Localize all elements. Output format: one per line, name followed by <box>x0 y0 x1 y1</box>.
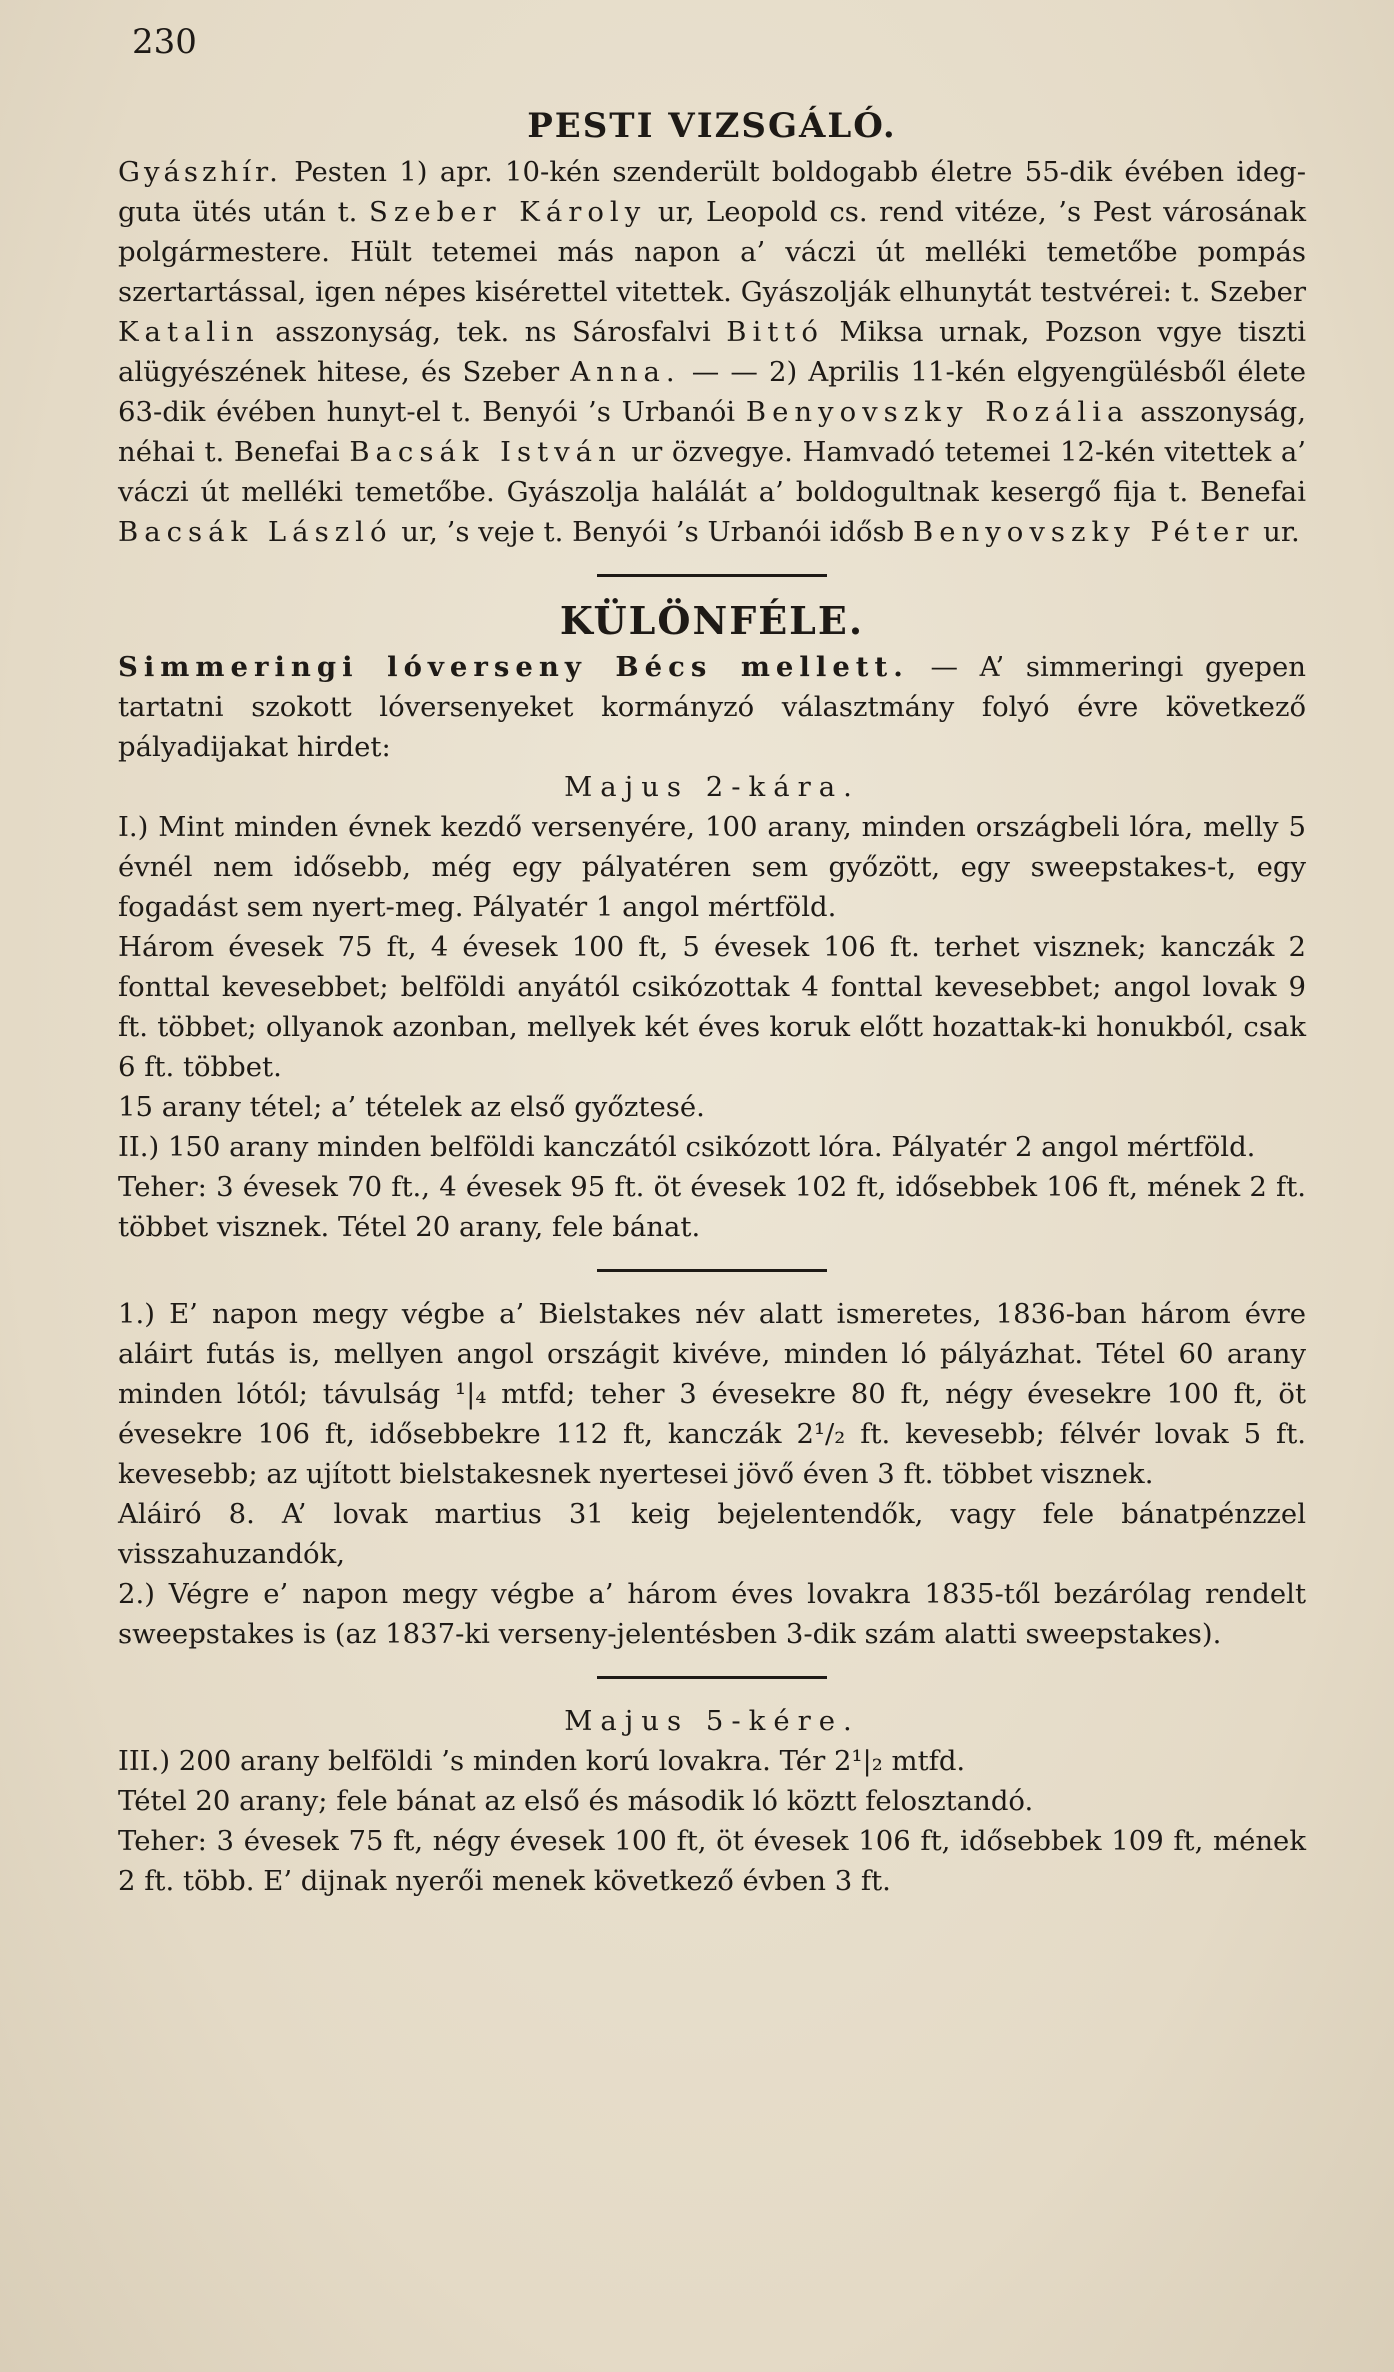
race-3-stake-paragraph: Tétel 20 arany; fele bánat az első és második ló köztt felosztandó. <box>118 1785 1034 1817</box>
race-2-paragraph: II.) 150 arany minden belföldi kanczától csikózott lóra. Pályatér 2 angol mértföld. <box>118 1131 1256 1163</box>
spaced-name: Benyovszky Rozália <box>745 396 1130 428</box>
section-title-pesti-vizsgalo: PESTI VIZSGÁLÓ. <box>527 106 897 146</box>
section-divider <box>597 574 827 577</box>
race-3-paragraph: III.) 200 arany belföldi ’s minden korú lovakra. Tér 2¹|₂ mtfd. <box>118 1745 966 1777</box>
spaced-name: Bittó <box>726 316 824 348</box>
spaced-name: Anna. <box>570 356 681 388</box>
obituary-paragraph: Gyászhír. Pesten 1) apr. 10-kén szenderült boldogabb életre 55-dik évében ideg-guta ütés után t. Szeber Károly ur, Leopold cs. rend vitéze, ’s Pest városának polgármestere. Hült tetemei más napon a’ váczi út melléki temetőbe pompás szertartással, igen népes kisérettel vitettek. Gyászolják elhunytát testvérei: t. Szeber Katalin asszonyság, tek. ns Sárosfalvi Bittó Miksa urnak, Pozson vgye tiszti alügyészének hitese, és Szeber Anna. — — 2) Aprilis 11-kén elgyengülésből élete 63-dik évében hunyt-el t. Benyói ’s Urbanói Benyovszky Rozália asszonyság, néhai t. Benefai Bacsák István ur özvegye. Hamvadó tetemei 12-kén vitettek a’ váczi út melléki temetőbe. Gyászolja halálát a’ boldogultnak kesergő fija t. Benefai Bacsák László ur, ’s veje t. Benyói ’s Urbanói idősb Benyovszky Péter ur. <box>118 156 1307 548</box>
intro-paragraph: Simmeringi lóverseny Bécs mellett. — A’ simmeringi gyepen tartatni szokott lóversenyeket kormányzó választmány folyó évre következő pályadijakat hirdet: <box>118 651 1306 763</box>
heading-may-5: Majus 5-kére. <box>564 1705 860 1737</box>
section-divider <box>597 1676 827 1679</box>
race-1-stake-paragraph: 15 arany tétel; a’ tételek az első győztesé. <box>118 1091 705 1123</box>
race-3-weights-paragraph: Teher: 3 évesek 75 ft, négy évesek 100 ft, öt évesek 106 ft, idősebbek 109 ft, mének 2 ft. több. E’ dijnak nyerői menek következő évben 3 ft. <box>118 1825 1306 1897</box>
race-1-weights-paragraph: Három évesek 75 ft, 4 évesek 100 ft, 5 évesek 106 ft. terhet visznek; kanczák 2 fonttal kevesebbet; belföldi anyától csikózottak 4 fonttal kevesebbet; angol lovak 9 ft. többet; ollyanok azonban, mellyek két éves koruk előtt hozattak-ki honukból, csak 6 ft. többet. <box>118 931 1306 1083</box>
page-content <box>118 96 1306 1901</box>
intro-lead: Simmeringi lóverseny Bécs mellett. <box>118 651 909 683</box>
spaced-name: Bacsák László <box>118 516 393 548</box>
sweepstakes-paragraph: 2.) Végre e’ napon megy végbe a’ három éves lovakra 1835-től bezárólag rendelt sweepstakes is (az 1837-ki verseny-jelentésben 3-dik szám alatti sweepstakes). <box>118 1578 1306 1650</box>
spaced-name: Benyovszky Péter <box>913 516 1255 548</box>
bielstakes-paragraph: 1.) E’ napon megy végbe a’ Bielstakes név alatt ismeretes, 1836-ban három évre aláirt futás is, mellyen angol országit kivéve, minden ló pályázhat. Tétel 60 arany minden lótól; távulság ¹|₄ mtfd; teher 3 évesekre 80 ft, négy évesekre 100 ft, öt évesekre 106 ft, idősebbekre 112 ft, kanczák 2¹/₂ ft. kevesebb; félvér lovak 5 ft. kevesebb; az ujított bielstakesnek nyertesei jövő éven 3 ft. többet visznek. <box>118 1298 1306 1490</box>
race-2-weights-paragraph: Teher: 3 évesek 70 ft., 4 évesek 95 ft. öt évesek 102 ft, idősebbek 106 ft, mének 2 ft. többet visznek. Tétel 20 arany, fele bánat. <box>118 1171 1306 1243</box>
subscribers-paragraph: Aláiró 8. A’ lovak martius 31 keig bejelentendők, vagy fele bánatpénzzel visszahuzandók, <box>118 1498 1306 1570</box>
section-divider <box>597 1269 827 1272</box>
lead-word: Gyászhír. <box>118 156 282 188</box>
race-1-paragraph: I.) Mint minden évnek kezdő versenyére, 100 arany, minden országbeli lóra, melly 5 évnél nem idősebb, még egy pályatéren sem győzött, egy sweepstakes-t, egy fogadást sem nyert-meg. Pályatér 1 angol mértföld. <box>118 811 1306 923</box>
section-title-kulonfele: KÜLÖNFÉLE. <box>559 598 865 643</box>
spaced-name: Szeber Károly <box>369 196 647 228</box>
heading-may-2: Majus 2-kára. <box>564 771 860 803</box>
spaced-name: Katalin <box>118 316 260 348</box>
page-number: 230 <box>132 22 197 62</box>
spaced-name: Bacsák István <box>349 436 622 468</box>
